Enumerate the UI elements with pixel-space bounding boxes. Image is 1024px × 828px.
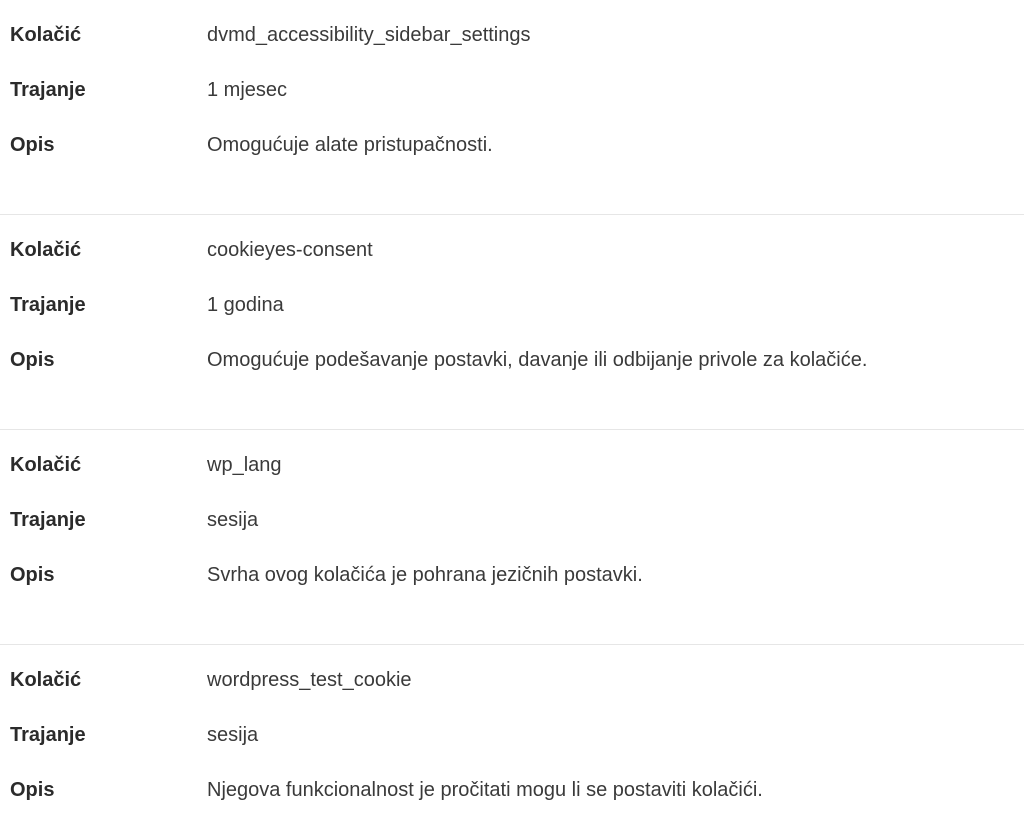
duration-label: Trajanje — [10, 508, 86, 531]
cookie-name: wp_lang — [207, 453, 282, 476]
cookie-label: Kolačić — [10, 453, 82, 476]
cookie-name: cookieyes-consent — [207, 238, 373, 261]
duration-label: Trajanje — [10, 723, 86, 746]
cookie-duration: sesija — [207, 508, 259, 531]
cookie-duration-row — [0, 505, 1024, 535]
cookie-label: Kolačić — [10, 23, 82, 46]
description-label: Opis — [10, 348, 55, 371]
cookie-duration-row — [0, 720, 1024, 750]
cookie-name: wordpress_test_cookie — [207, 668, 412, 691]
cookie-description-row — [0, 130, 1024, 160]
cookie-name: dvmd_accessibility_sidebar_settings — [207, 23, 531, 46]
cookie-description-row — [0, 345, 1024, 375]
cookie-label: Kolačić — [10, 668, 82, 691]
description-label: Opis — [10, 133, 55, 156]
cookie-duration: 1 godina — [207, 293, 284, 316]
cookie-description: Omogućuje alate pristupačnosti. — [207, 133, 493, 156]
cookie-entry — [0, 430, 1024, 645]
description-label: Opis — [10, 563, 55, 586]
cookie-name-row — [0, 20, 1024, 50]
cookie-entry — [0, 215, 1024, 430]
cookie-name-row — [0, 450, 1024, 480]
duration-label: Trajanje — [10, 293, 86, 316]
cookie-duration: 1 mjesec — [207, 78, 288, 101]
cookie-duration-row — [0, 75, 1024, 105]
cookie-entry — [0, 645, 1024, 828]
description-label: Opis — [10, 778, 55, 801]
cookie-description: Svrha ovog kolačića je pohrana jezičnih postavki. — [207, 563, 643, 586]
cookie-duration: sesija — [207, 723, 259, 746]
cookie-description-row — [0, 560, 1024, 590]
cookie-description: Omogućuje podešavanje postavki, davanje ili odbijanje privole za kolačiće. — [207, 348, 868, 371]
duration-label: Trajanje — [10, 78, 86, 101]
cookie-name-row — [0, 235, 1024, 265]
cookie-name-row — [0, 665, 1024, 695]
cookie-label: Kolačić — [10, 238, 82, 261]
cookie-description: Njegova funkcionalnost je pročitati mogu li se postaviti kolačići. — [207, 778, 763, 801]
cookie-description-row — [0, 775, 1024, 805]
cookie-entry — [0, 0, 1024, 215]
cookie-duration-row — [0, 290, 1024, 320]
